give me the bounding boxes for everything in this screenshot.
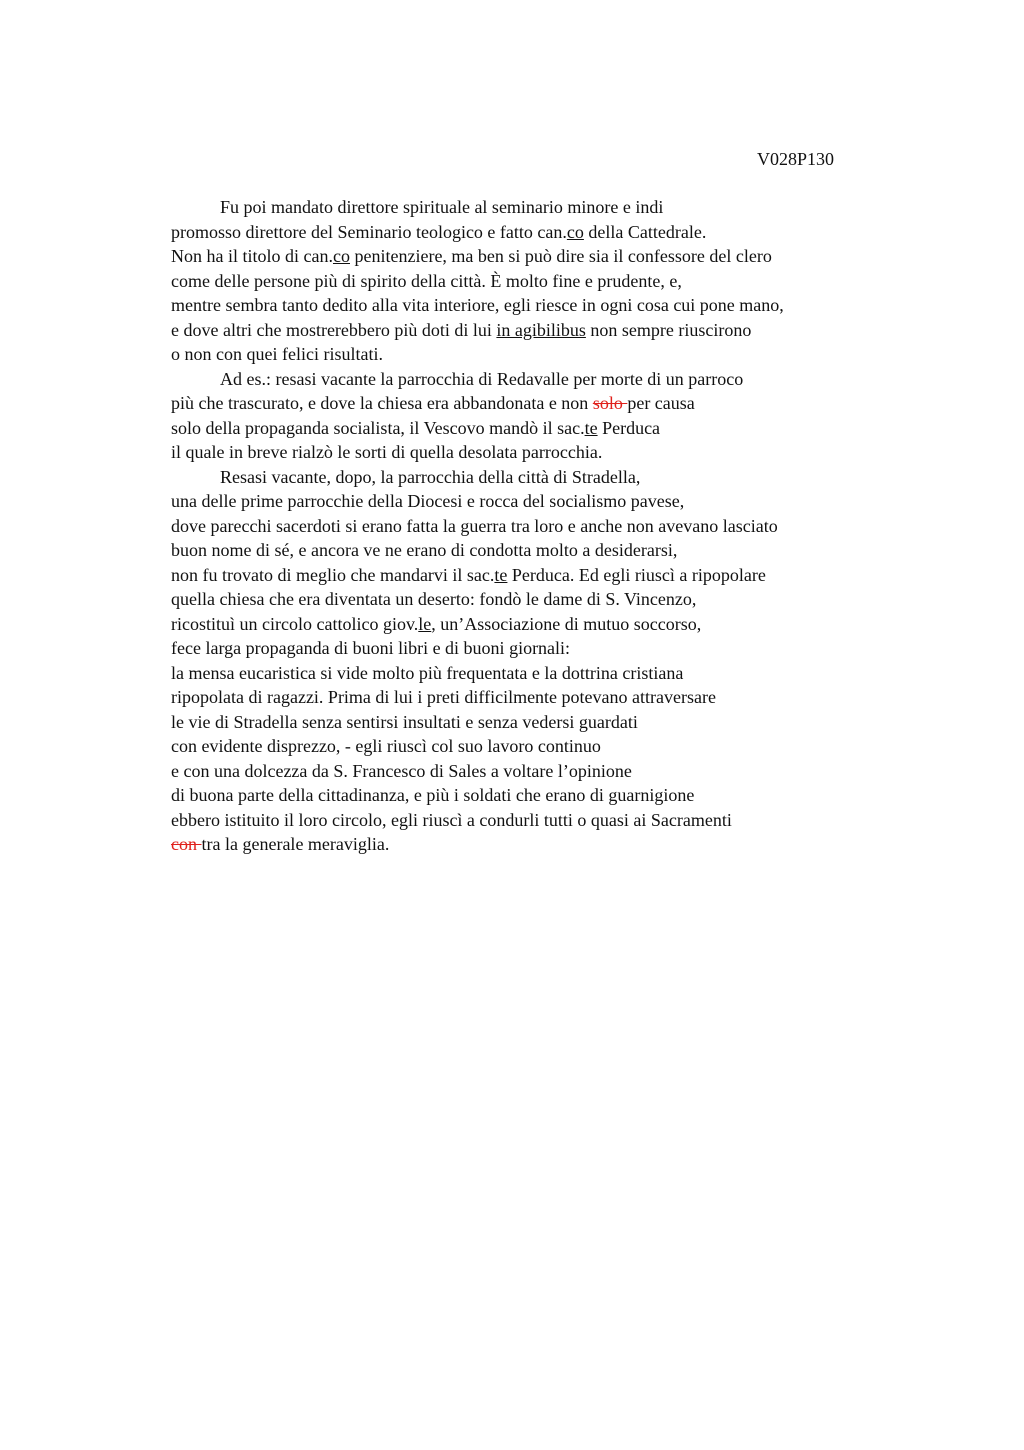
text-segment: ebbero istituito il loro circolo, egli riuscì a condurli tutti o quasi ai Sacramenti xyxy=(171,809,732,830)
underlined-text: in agibilibus xyxy=(496,319,586,340)
underlined-text: co xyxy=(332,246,350,266)
underlined-text: te xyxy=(494,564,508,585)
page-identifier: V028P130 xyxy=(757,149,835,169)
text-line xyxy=(171,538,931,563)
deleted-text: con xyxy=(171,834,202,854)
text-segment: Non ha il titolo di can. xyxy=(171,246,333,266)
text-line xyxy=(171,342,931,367)
text-segment: e con una dolcezza da S. Francesco di Sales a voltare l’opinione xyxy=(171,760,632,781)
text-line xyxy=(171,759,931,784)
text-line xyxy=(171,783,931,808)
text-segment: non sempre riuscirono xyxy=(585,319,752,340)
text-segment: penitenziere, ma ben si può dire sia il confessore del clero xyxy=(349,246,772,266)
text-segment: fece larga propaganda di buoni libri e di buoni giornali: xyxy=(171,638,571,658)
text-segment: ricostituì un circolo cattolico giov. xyxy=(171,613,419,634)
text-line xyxy=(171,416,931,441)
text-line xyxy=(171,514,931,539)
text-line xyxy=(171,269,931,294)
body-text xyxy=(171,195,931,857)
text-segment: tra la generale meraviglia. xyxy=(201,834,390,854)
text-line xyxy=(171,244,931,269)
text-segment: non fu trovato di meglio che mandarvi il sac. xyxy=(171,564,495,585)
text-line xyxy=(171,710,931,735)
paragraph-first-line xyxy=(171,195,931,220)
text-segment: dove parecchi sacerdoti si erano fatta la guerra tra loro e anche non avevano lasciato xyxy=(171,515,778,536)
text-segment: Ad es.: resasi vacante la parrocchia di Redavalle per morte di un parroco xyxy=(220,368,744,389)
text-segment: ripopolata di ragazzi. Prima di lui i preti difficilmente potevano attraversare xyxy=(171,687,716,707)
text-line xyxy=(171,220,931,245)
text-segment: di buona parte della cittadinanza, e più i soldati che erano di guarnigione xyxy=(171,785,695,805)
text-segment: Perduca xyxy=(597,417,661,438)
text-line xyxy=(171,636,931,661)
text-segment: la mensa eucaristica si vide molto più frequentata e la dottrina cristiana xyxy=(171,662,684,683)
text-line xyxy=(171,318,931,343)
text-line xyxy=(171,808,931,833)
text-segment: solo della propaganda socialista, il Vescovo mandò il sac. xyxy=(171,417,585,438)
text-line xyxy=(171,612,931,637)
paragraph-first-line xyxy=(171,367,931,392)
paragraph-first-line xyxy=(171,465,931,490)
text-segment: o non con quei felici risultati. xyxy=(171,344,383,364)
text-segment: promosso direttore del Seminario teologico e fatto can. xyxy=(171,221,567,242)
text-segment: e dove altri che mostrerebbero più doti di lui xyxy=(171,319,497,340)
text-segment: Resasi vacante, dopo, la parrocchia della città di Stradella, xyxy=(220,466,641,487)
text-line xyxy=(171,832,931,857)
text-segment: come delle persone più di spirito della città. È molto fine e prudente, e, xyxy=(171,270,682,291)
text-line xyxy=(171,489,931,514)
text-line xyxy=(171,685,931,710)
text-segment: Perduca. Ed egli riuscì a ripopolare xyxy=(507,564,766,585)
text-line xyxy=(171,734,931,759)
underlined-text: co xyxy=(566,221,584,242)
text-line xyxy=(171,587,931,612)
text-line xyxy=(171,391,931,416)
underlined-text: te xyxy=(584,417,598,438)
text-line xyxy=(171,440,931,465)
underlined-text: le xyxy=(418,613,432,634)
text-segment: più che trascurato, e dove la chiesa era abbandonata e non xyxy=(171,393,593,413)
text-segment: per causa xyxy=(627,393,695,413)
text-line xyxy=(171,661,931,686)
text-segment: le vie di Stradella senza sentirsi insultati e senza vedersi guardati xyxy=(171,711,638,732)
text-segment: quella chiesa che era diventata un deserto: fondò le dame di S. Vincenzo, xyxy=(171,589,697,609)
text-segment: una delle prime parrocchie della Diocesi e rocca del socialismo pavese, xyxy=(171,491,685,511)
text-segment: con evidente disprezzo, - egli riuscì col suo lavoro continuo xyxy=(171,736,601,756)
text-segment: , un’Associazione di mutuo soccorso, xyxy=(431,613,702,634)
text-segment: Fu poi mandato direttore spirituale al seminario minore e indi xyxy=(220,197,664,217)
text-segment: buon nome di sé, e ancora ve ne erano di condotta molto a desiderarsi, xyxy=(171,540,678,560)
text-segment: della Cattedrale. xyxy=(583,221,707,242)
text-segment: mentre sembra tanto dedito alla vita interiore, egli riesce in ogni cosa cui pone mano, xyxy=(171,295,784,315)
deleted-text: solo xyxy=(592,393,628,413)
text-segment: il quale in breve rialzò le sorti di quella desolata parrocchia. xyxy=(171,442,603,462)
text-line xyxy=(171,563,931,588)
text-line xyxy=(171,293,931,318)
